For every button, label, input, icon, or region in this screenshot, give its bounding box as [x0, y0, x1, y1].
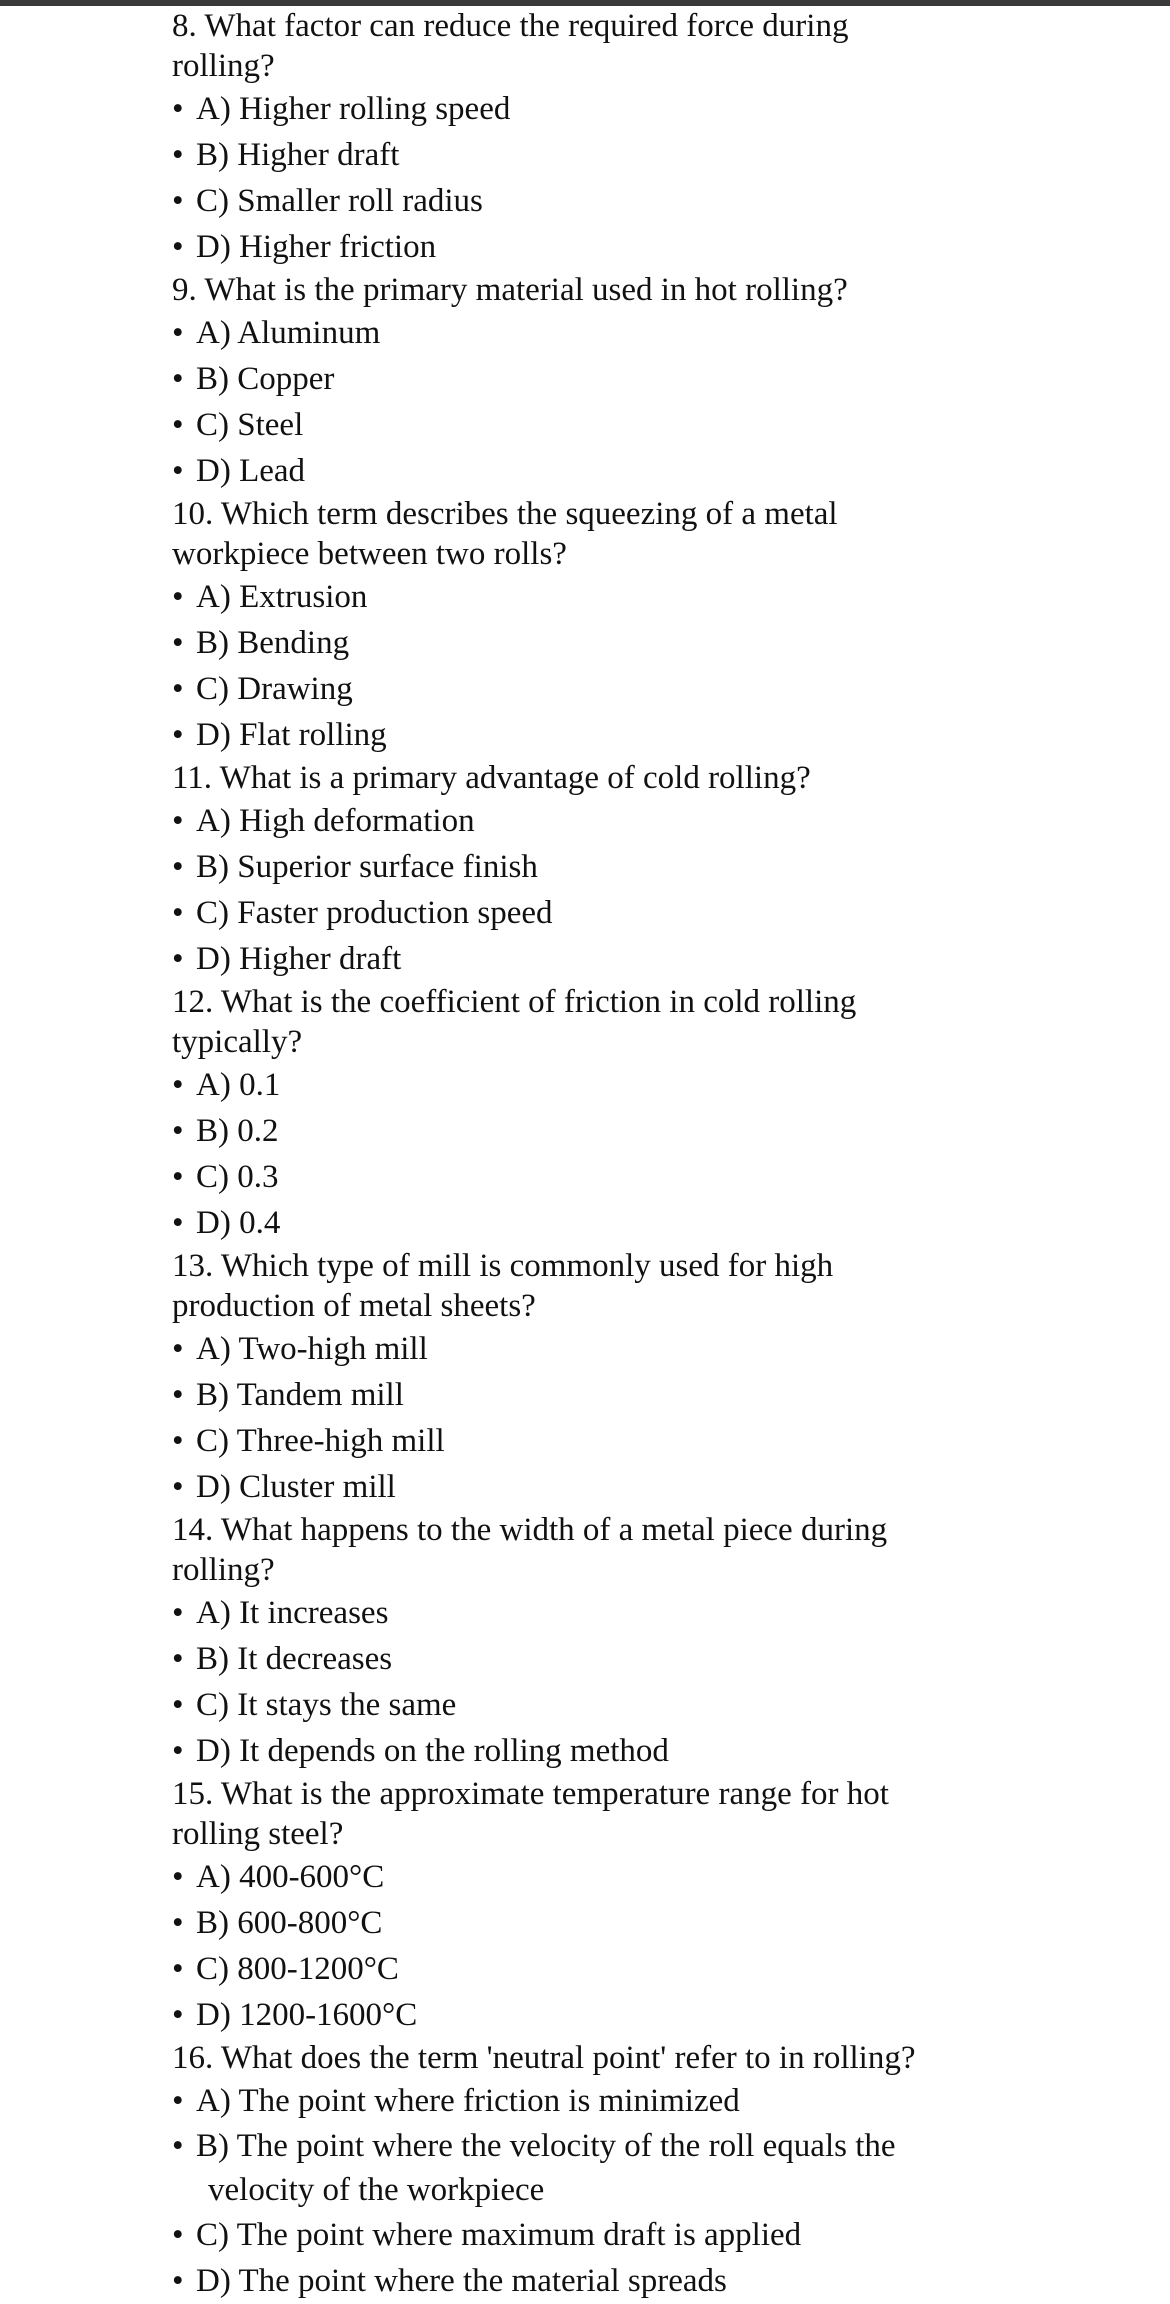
option-text: D) The point where the material spreads — [196, 2263, 727, 2299]
option-item — [172, 178, 992, 224]
bullet-icon: • — [172, 941, 184, 977]
option-item — [172, 1154, 992, 1200]
bullet-icon: • — [172, 183, 184, 219]
quiz-document — [172, 6, 992, 2304]
option-item — [172, 1108, 992, 1154]
option-item — [172, 712, 992, 758]
option-text: A) Extrusion — [196, 579, 368, 615]
bullet-icon: • — [172, 895, 184, 931]
bullet-icon: • — [172, 1159, 184, 1195]
option-item — [172, 1464, 992, 1510]
option-text: A) High deformation — [196, 803, 475, 839]
option-text: C) The point where maximum draft is applied — [196, 2217, 802, 2253]
option-text: C) 800-1200°C — [196, 1951, 399, 1987]
bullet-icon: • — [172, 1113, 184, 1149]
options-list — [172, 1854, 992, 2038]
bullet-icon: • — [172, 625, 184, 661]
bullet-icon: • — [172, 1859, 184, 1895]
option-text: A) Aluminum — [196, 315, 381, 351]
option-item — [172, 402, 992, 448]
option-item — [172, 936, 992, 982]
option-text: D) It depends on the rolling method — [196, 1733, 669, 1769]
option-text: D) Higher friction — [196, 229, 437, 265]
option-text: A) The point where friction is minimized — [196, 2083, 740, 2119]
bullet-icon: • — [172, 1377, 184, 1413]
question-12 — [172, 982, 992, 1246]
option-item — [172, 86, 992, 132]
option-item — [172, 2258, 992, 2304]
bullet-icon: • — [172, 1641, 184, 1677]
option-text: B) Bending — [196, 625, 350, 661]
question-15 — [172, 1774, 992, 2038]
question-text: 10. Which term describes the squeezing of a metal workpiece between two rolls? — [172, 496, 838, 572]
option-text: D) Lead — [196, 453, 306, 489]
bullet-icon: • — [172, 1423, 184, 1459]
option-item — [172, 356, 992, 402]
option-text: B) Higher draft — [196, 137, 400, 173]
option-item — [172, 1728, 992, 1774]
question-text: 9. What is the primary material used in hot rolling? — [172, 272, 848, 308]
option-item — [172, 224, 992, 270]
bullet-icon: • — [172, 137, 184, 173]
option-text: B) Tandem mill — [196, 1377, 404, 1413]
option-text: B) Copper — [196, 361, 335, 397]
option-item — [172, 1200, 992, 1246]
bullet-icon: • — [172, 1951, 184, 1987]
question-16 — [172, 2038, 992, 2304]
option-text: C) Steel — [196, 407, 304, 443]
options-list — [172, 1062, 992, 1246]
option-item — [172, 2124, 992, 2212]
option-item — [172, 1062, 992, 1108]
bullet-icon: • — [172, 407, 184, 443]
option-text: C) Smaller roll radius — [196, 183, 483, 219]
option-item — [172, 448, 992, 494]
option-text: C) Three-high mill — [196, 1423, 445, 1459]
bullet-icon: • — [172, 315, 184, 351]
bullet-icon: • — [172, 717, 184, 753]
question-text: 12. What is the coefficient of friction in cold rolling typically? — [172, 984, 857, 1060]
question-14 — [172, 1510, 992, 1774]
bullet-icon: • — [172, 361, 184, 397]
option-item — [172, 310, 992, 356]
option-text: B) 600-800°C — [196, 1905, 383, 1941]
bullet-icon: • — [172, 849, 184, 885]
question-13 — [172, 1246, 992, 1510]
question-11 — [172, 758, 992, 982]
option-text: A) 0.1 — [196, 1067, 281, 1103]
option-item — [172, 1854, 992, 1900]
option-item — [172, 2078, 992, 2124]
question-10 — [172, 494, 992, 758]
options-list — [172, 574, 992, 758]
option-item — [172, 2212, 992, 2258]
option-text: A) Two-high mill — [196, 1331, 428, 1367]
options-list — [172, 86, 992, 270]
question-text: 16. What does the term 'neutral point' refer to in rolling? — [172, 2040, 916, 2076]
bullet-icon: • — [172, 1205, 184, 1241]
option-text: C) 0.3 — [196, 1159, 279, 1195]
option-text: B) It decreases — [196, 1641, 393, 1677]
option-item — [172, 1636, 992, 1682]
option-text: C) Drawing — [196, 671, 353, 707]
bullet-icon: • — [172, 1687, 184, 1723]
bullet-icon: • — [172, 1905, 184, 1941]
bullet-icon: • — [172, 1733, 184, 1769]
bullet-icon: • — [172, 229, 184, 265]
question-text: 15. What is the approximate temperature range for hot rolling steel? — [172, 1776, 889, 1852]
option-text: A) Higher rolling speed — [196, 91, 511, 127]
bullet-icon: • — [172, 1331, 184, 1367]
question-text: 11. What is a primary advantage of cold rolling? — [172, 760, 811, 796]
option-item — [172, 1372, 992, 1418]
bullet-icon: • — [172, 2217, 184, 2253]
question-text: 14. What happens to the width of a metal piece during rolling? — [172, 1512, 888, 1588]
question-9 — [172, 270, 992, 494]
option-item — [172, 1992, 992, 2038]
option-text: C) It stays the same — [196, 1687, 457, 1723]
option-item — [172, 620, 992, 666]
option-item — [172, 844, 992, 890]
options-list — [172, 2078, 992, 2304]
option-text: C) Faster production speed — [196, 895, 553, 931]
question-8 — [172, 6, 992, 270]
option-text: A) 400-600°C — [196, 1859, 385, 1895]
bullet-icon: • — [172, 2263, 184, 2299]
option-text: D) 0.4 — [196, 1205, 281, 1241]
bullet-icon: • — [172, 2128, 184, 2164]
bullet-icon: • — [172, 453, 184, 489]
option-item — [172, 132, 992, 178]
option-item — [172, 1418, 992, 1464]
bullet-icon: • — [172, 1469, 184, 1505]
bullet-icon: • — [172, 671, 184, 707]
option-item — [172, 890, 992, 936]
option-item — [172, 666, 992, 712]
options-list — [172, 310, 992, 494]
option-item — [172, 1326, 992, 1372]
option-item — [172, 1590, 992, 1636]
options-list — [172, 1590, 992, 1774]
bullet-icon: • — [172, 803, 184, 839]
option-text: D) Flat rolling — [196, 717, 387, 753]
question-text: 8. What factor can reduce the required force during rolling? — [172, 8, 849, 84]
option-text: D) Cluster mill — [196, 1469, 396, 1505]
bullet-icon: • — [172, 91, 184, 127]
option-text: B) Superior surface finish — [196, 849, 538, 885]
options-list — [172, 1326, 992, 1510]
option-item — [172, 798, 992, 844]
option-item — [172, 574, 992, 620]
option-text: D) 1200-1600°C — [196, 1997, 418, 2033]
bullet-icon: • — [172, 579, 184, 615]
option-item — [172, 1900, 992, 1946]
option-item — [172, 1682, 992, 1728]
option-text: B) The point where the velocity of the roll equals the velocity of the workpiece — [196, 2128, 896, 2208]
bullet-icon: • — [172, 1997, 184, 2033]
bullet-icon: • — [172, 1595, 184, 1631]
bullet-icon: • — [172, 1067, 184, 1103]
option-text: A) It increases — [196, 1595, 389, 1631]
option-text: B) 0.2 — [196, 1113, 279, 1149]
bullet-icon: • — [172, 2083, 184, 2119]
option-text: D) Higher draft — [196, 941, 402, 977]
question-text: 13. Which type of mill is commonly used for high production of metal sheets? — [172, 1248, 834, 1324]
options-list — [172, 798, 992, 982]
option-item — [172, 1946, 992, 1992]
